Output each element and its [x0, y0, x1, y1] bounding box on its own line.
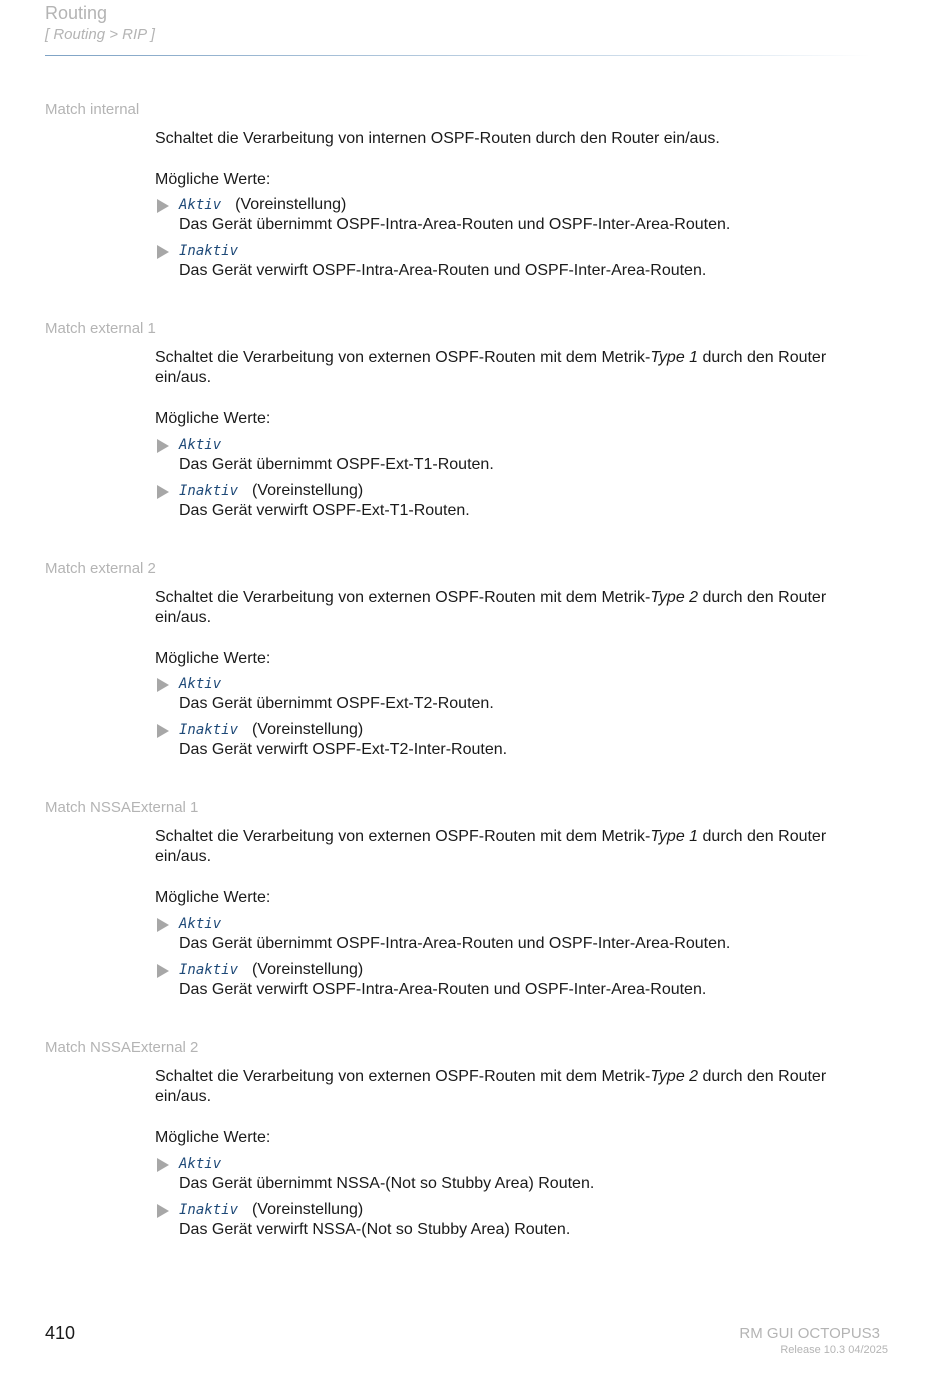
section-label: Match NSSAExternal 2 [45, 1039, 199, 1056]
values-heading: Mögliche Werte: [155, 171, 271, 188]
header-title: Routing [45, 3, 108, 23]
header-divider [45, 55, 870, 56]
value-code: Aktiv [179, 437, 222, 453]
value-description: Das Gerät übernimmt OSPF-Ext-T1-Routen. [179, 456, 494, 473]
value-description: Das Gerät verwirft OSPF-Ext-T1-Routen. [179, 502, 470, 519]
value-code: Inaktiv [179, 962, 239, 978]
triangle-bullet-icon [157, 199, 169, 213]
value-description: Das Gerät übernimmt OSPF-Intra-Area-Routen und OSPF-Inter-Area-Routen. [179, 935, 731, 952]
value-item [155, 241, 885, 281]
value-item [155, 674, 885, 714]
value-note: (Voreinstellung) [252, 721, 364, 738]
value-description: Das Gerät übernimmt OSPF-Intra-Area-Routen und OSPF-Inter-Area-Routen. [179, 216, 731, 233]
section-description: Schaltet die Verarbeitung von internen OSPF-Routen durch den Router ein/aus. [155, 130, 720, 147]
section-description: Schaltet die Verarbeitung von externen OSPF-Routen mit dem Metrik-Type 1 durch den Router ein/aus. [155, 349, 827, 386]
value-item [155, 435, 885, 475]
section-label: Match external 1 [45, 320, 156, 337]
values-heading: Mögliche Werte: [155, 889, 271, 906]
triangle-bullet-icon [157, 485, 169, 499]
value-description: Das Gerät übernimmt OSPF-Ext-T2-Routen. [179, 695, 494, 712]
value-item [155, 481, 885, 521]
triangle-bullet-icon [157, 724, 169, 738]
value-item [155, 914, 885, 954]
value-note: (Voreinstellung) [235, 196, 347, 213]
value-item [155, 1200, 885, 1240]
value-description: Das Gerät verwirft OSPF-Intra-Area-Routen und OSPF-Inter-Area-Routen. [179, 981, 707, 998]
value-item [155, 720, 885, 760]
triangle-bullet-icon [157, 439, 169, 453]
value-description: Das Gerät verwirft OSPF-Intra-Area-Routen und OSPF-Inter-Area-Routen. [179, 262, 707, 279]
value-code: Inaktiv [179, 243, 239, 259]
value-description: Das Gerät verwirft OSPF-Ext-T2-Inter-Routen. [179, 741, 508, 758]
triangle-bullet-icon [157, 1158, 169, 1172]
footer-product: RM GUI OCTOPUS3 [739, 1325, 880, 1342]
value-item [155, 960, 885, 1000]
value-code: Aktiv [179, 916, 222, 932]
value-code: Inaktiv [179, 483, 239, 499]
triangle-bullet-icon [157, 964, 169, 978]
values-heading: Mögliche Werte: [155, 410, 271, 427]
value-item [155, 195, 885, 235]
value-code: Aktiv [179, 1156, 222, 1172]
section-label: Match internal [45, 101, 140, 118]
section-description: Schaltet die Verarbeitung von externen OSPF-Routen mit dem Metrik-Type 1 durch den Router ein/aus. [155, 828, 827, 865]
value-code: Inaktiv [179, 722, 239, 738]
value-note: (Voreinstellung) [252, 482, 364, 499]
triangle-bullet-icon [157, 1204, 169, 1218]
value-note: (Voreinstellung) [252, 961, 364, 978]
footer-release: Release 10.3 04/2025 [780, 1344, 888, 1356]
value-description: Das Gerät verwirft NSSA-(Not so Stubby Area) Routen. [179, 1221, 571, 1238]
page-number: 410 [45, 1323, 76, 1343]
values-heading: Mögliche Werte: [155, 650, 271, 667]
values-heading: Mögliche Werte: [155, 1129, 271, 1146]
value-item [155, 1154, 885, 1194]
triangle-bullet-icon [157, 245, 169, 259]
breadcrumb: [ Routing > RIP ] [45, 26, 155, 43]
section-description: Schaltet die Verarbeitung von externen OSPF-Routen mit dem Metrik-Type 2 durch den Router ein/aus. [155, 1068, 827, 1105]
section-description: Schaltet die Verarbeitung von externen OSPF-Routen mit dem Metrik-Type 2 durch den Router ein/aus. [155, 589, 827, 626]
value-note: (Voreinstellung) [252, 1201, 364, 1218]
value-code: Aktiv [179, 676, 222, 692]
value-code: Aktiv [179, 197, 222, 213]
triangle-bullet-icon [157, 918, 169, 932]
value-code: Inaktiv [179, 1202, 239, 1218]
value-description: Das Gerät übernimmt NSSA-(Not so Stubby Area) Routen. [179, 1175, 595, 1192]
section-label: Match NSSAExternal 1 [45, 799, 199, 816]
section-label: Match external 2 [45, 560, 156, 577]
triangle-bullet-icon [157, 678, 169, 692]
